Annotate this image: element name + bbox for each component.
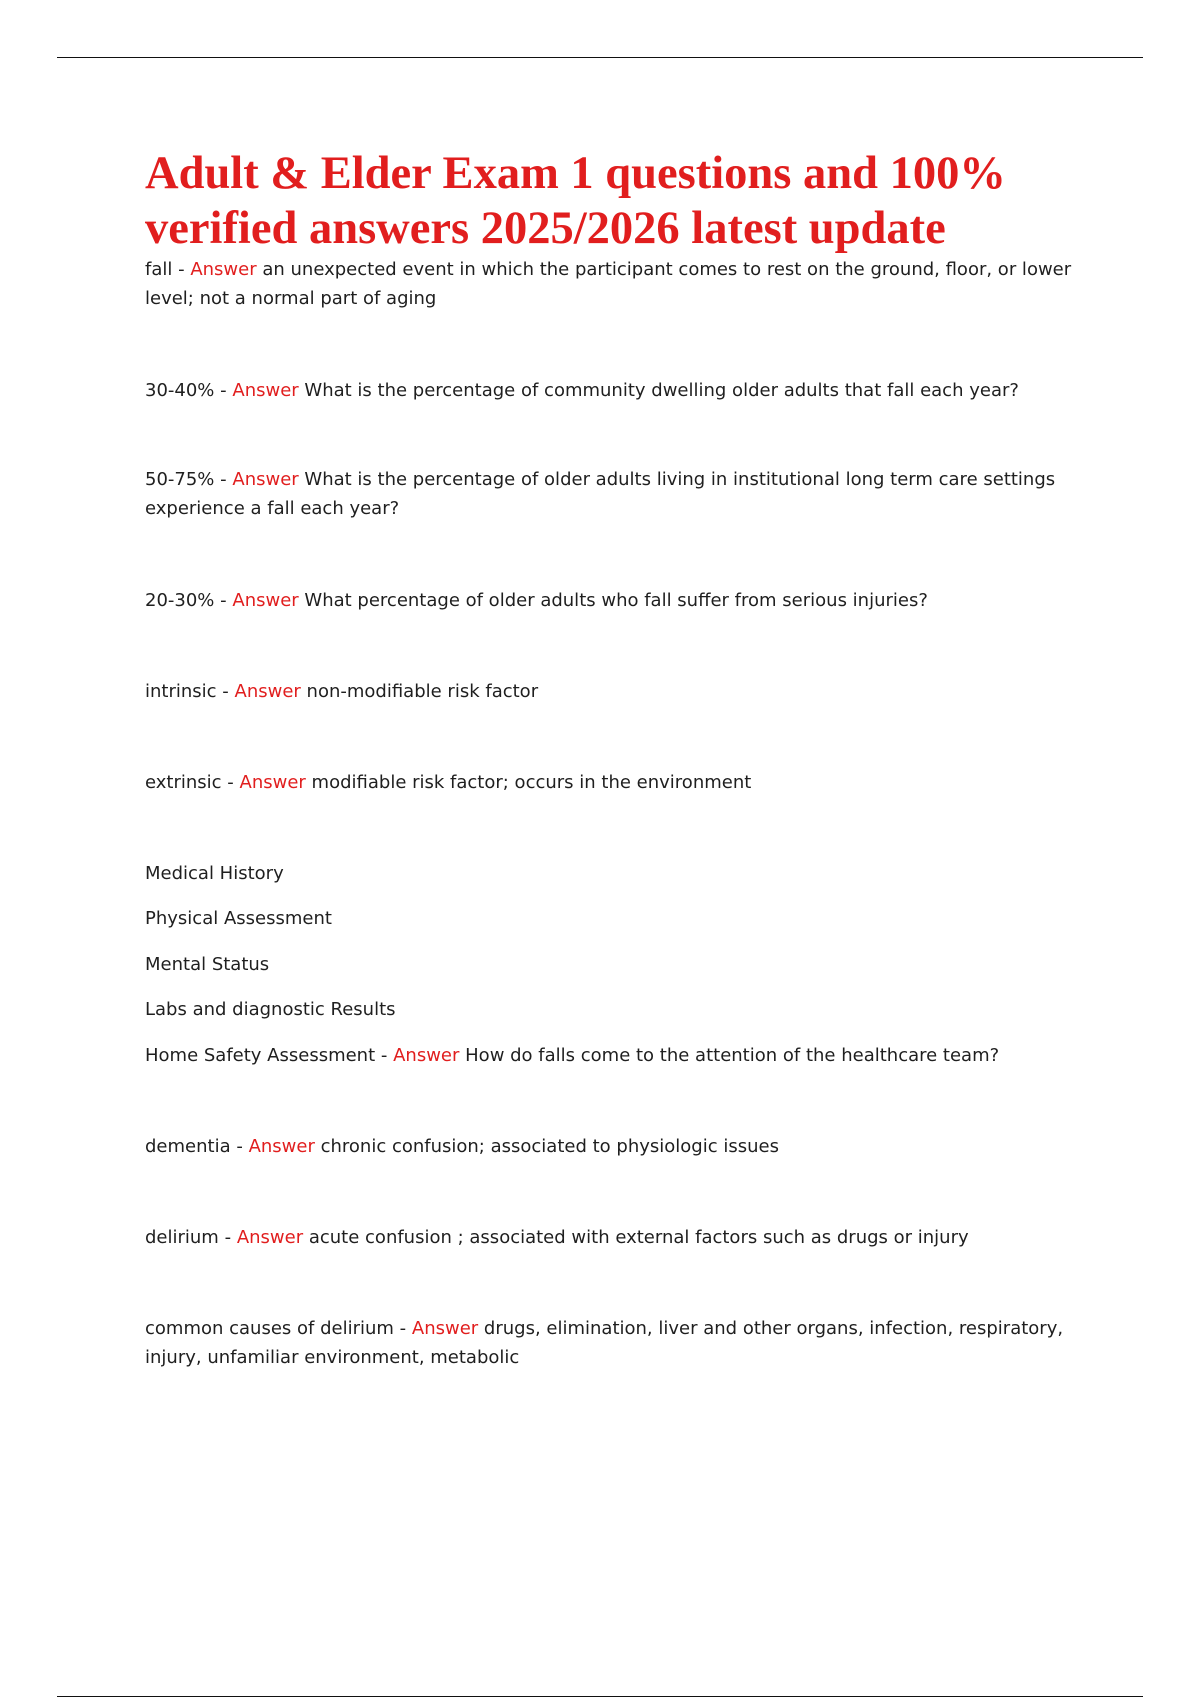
entry-separator: - [230, 1136, 249, 1157]
answer-label: Answer [232, 469, 299, 490]
entry-definition: What percentage of older adults who fall suffer from serious injuries? [304, 590, 928, 611]
entry-separator: - [375, 1045, 394, 1066]
footer-rule [57, 1696, 1143, 1697]
entry-term: 20-30% [145, 590, 215, 611]
qa-entry-delirium [145, 1223, 1075, 1252]
answer-label: Answer [248, 1136, 315, 1157]
answer-label: Answer [234, 681, 301, 702]
entry-term: intrinsic [145, 681, 217, 702]
qa-entry-intrinsic [145, 677, 1075, 706]
qa-entry-home-safety [145, 1041, 1075, 1070]
entry-definition: What is the percentage of older adults living in institutional long term care settings experience a fall each year? [145, 469, 1056, 519]
entry-term: common causes of delirium [145, 1318, 394, 1339]
entry-definition: What is the percentage of community dwelling older adults that fall each year? [304, 380, 1019, 401]
qa-entry-dementia [145, 1132, 1075, 1161]
answer-label: Answer [232, 590, 299, 611]
entry-separator: - [393, 1318, 412, 1339]
qa-entry-30-40 [145, 376, 1075, 405]
qa-entry-causes-of-delirium [145, 1314, 1075, 1372]
answer-label: Answer [232, 380, 299, 401]
entry-separator: - [218, 1227, 237, 1248]
answer-label: Answer [190, 259, 257, 280]
entry-term: Home Safety Assessment [145, 1045, 376, 1066]
entry-definition: drugs, elimination, liver and other organs, infection, respiratory, injury, unfamiliar environment, metabolic [145, 1318, 1064, 1368]
list-item-mental-status: Mental Status [145, 954, 270, 975]
entry-term: fall [145, 259, 173, 280]
entry-definition: acute confusion ; associated with external factors such as drugs or injury [308, 1227, 969, 1248]
list-item-medical-history: Medical History [145, 863, 284, 884]
entry-definition: an unexpected event in which the participant comes to rest on the ground, floor, or lower level; not a normal part of aging [145, 259, 1072, 309]
entry-term: dementia [145, 1136, 231, 1157]
entry-separator: - [172, 259, 191, 280]
entry-term: delirium [145, 1227, 219, 1248]
qa-entry-fall [145, 255, 1075, 313]
entry-separator: - [216, 681, 235, 702]
answer-label: Answer [239, 772, 306, 793]
entry-separator: - [214, 380, 233, 401]
list-item-physical-assessment: Physical Assessment [145, 908, 332, 929]
entry-separator: - [214, 590, 233, 611]
answer-label: Answer [393, 1045, 460, 1066]
document-title: Adult & Elder Exam 1 questions and 100% verified answers 2025/2026 latest update [145, 148, 1006, 254]
qa-entry-20-30 [145, 586, 1075, 615]
list-item-labs: Labs and diagnostic Results [145, 999, 396, 1020]
entry-separator: - [214, 469, 233, 490]
header-rule [57, 57, 1143, 58]
entry-separator: - [221, 772, 240, 793]
answer-label: Answer [236, 1227, 304, 1248]
qa-entry-50-75 [145, 465, 1075, 523]
entry-term: 30-40% [145, 380, 215, 401]
qa-entry-extrinsic [145, 768, 1075, 797]
entry-definition: chronic confusion; associated to physiologic issues [320, 1136, 779, 1157]
entry-definition: non-modifiable risk factor [306, 681, 539, 702]
entry-term: 50-75% [145, 469, 215, 490]
entry-term: extrinsic [145, 772, 222, 793]
answer-label: Answer [411, 1318, 479, 1339]
entry-definition: How do falls come to the attention of the healthcare team? [465, 1045, 1000, 1066]
entry-definition: modifiable risk factor; occurs in the environment [311, 772, 752, 793]
